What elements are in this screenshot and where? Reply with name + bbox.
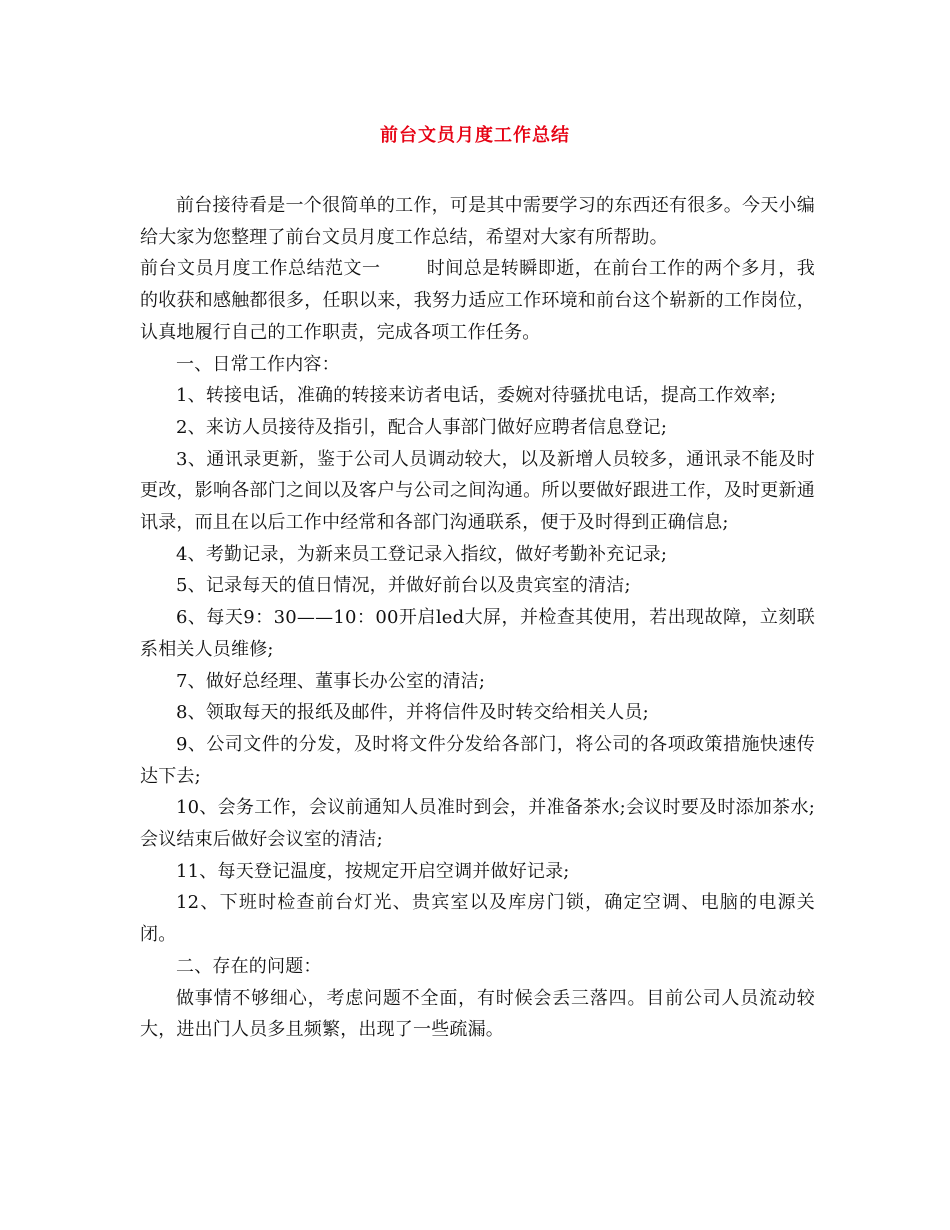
list-item: 4、考勤记录，为新来员工登记录入指纹，做好考勤补充记录; [176,543,668,565]
list-item: 3、通讯录更新，鉴于公司人员调动较大，以及新增人员较多，通讯录不能及时更改，影响各部门之间以及客户与公司之间沟通。所以要做好跟进工作，及时更新通讯录，而且在以后工作中经常和各部门沟通联系，便于及时得到正确信息; [140,448,815,534]
section-heading-problems: 二、存在的问题： [176,955,322,977]
list-item: 9、公司文件的分发，及时将文件分发给各部门，将公司的各项政策措施快速传达下去; [140,733,815,787]
list-item: 10、会务工作，会议前通知人员准时到会，并准备茶水;会议时要及时添加茶水;会议结束后做好会议室的清洁; [140,797,815,851]
list-item: 7、做好总经理、董事长办公室的清洁; [176,670,486,692]
sample-opening-text: 时间总是转瞬即逝，在前台工作的两个多月，我的收获和感触都很多，任职以来，我努力适应工作环境和前台这个崭新的工作岗位，认真地履行自己的工作职责，完成各项工作任务。 [140,258,815,343]
list-item: 6、每天9：30——10：00开启led大屏，并检查其使用，若出现故障，立刻联系相关人员维修; [140,607,815,660]
list-item: 8、领取每天的报纸及邮件，并将信件及时转交给相关人员; [176,702,649,724]
document-body [140,190,815,1046]
paragraph-problems: 做事情不够细心，考虑问题不全面，有时候会丢三落四。目前公司人员流动较大，进出门人员多且频繁，出现了一些疏漏。 [140,987,815,1041]
paragraph-intro: 前台接待看是一个很简单的工作，可是其中需要学习的东西还有很多。今天小编给大家为您整理了前台文员月度工作总结，希望对大家有所帮助。 [140,195,815,248]
paragraph-sample-one [140,253,815,348]
document-title: 前台文员月度工作总结 [380,125,570,146]
list-item: 12、下班时检查前台灯光、贵宾室以及库房门锁，确定空调、电脑的电源关闭。 [140,892,815,946]
list-item: 11、每天登记温度，按规定开启空调并做好记录; [176,860,570,882]
list-item: 1、转接电话，准确的转接来访者电话，委婉对待骚扰电话，提高工作效率; [176,385,777,407]
section-heading-daily-work: 一、日常工作内容： [176,353,340,375]
list-item: 5、记录每天的值日情况，并做好前台以及贵宾室的清洁; [176,575,631,597]
list-item: 2、来访人员接待及指引，配合人事部门做好应聘者信息登记; [176,416,668,438]
sample-heading: 前台文员月度工作总结范文一 [140,258,381,280]
